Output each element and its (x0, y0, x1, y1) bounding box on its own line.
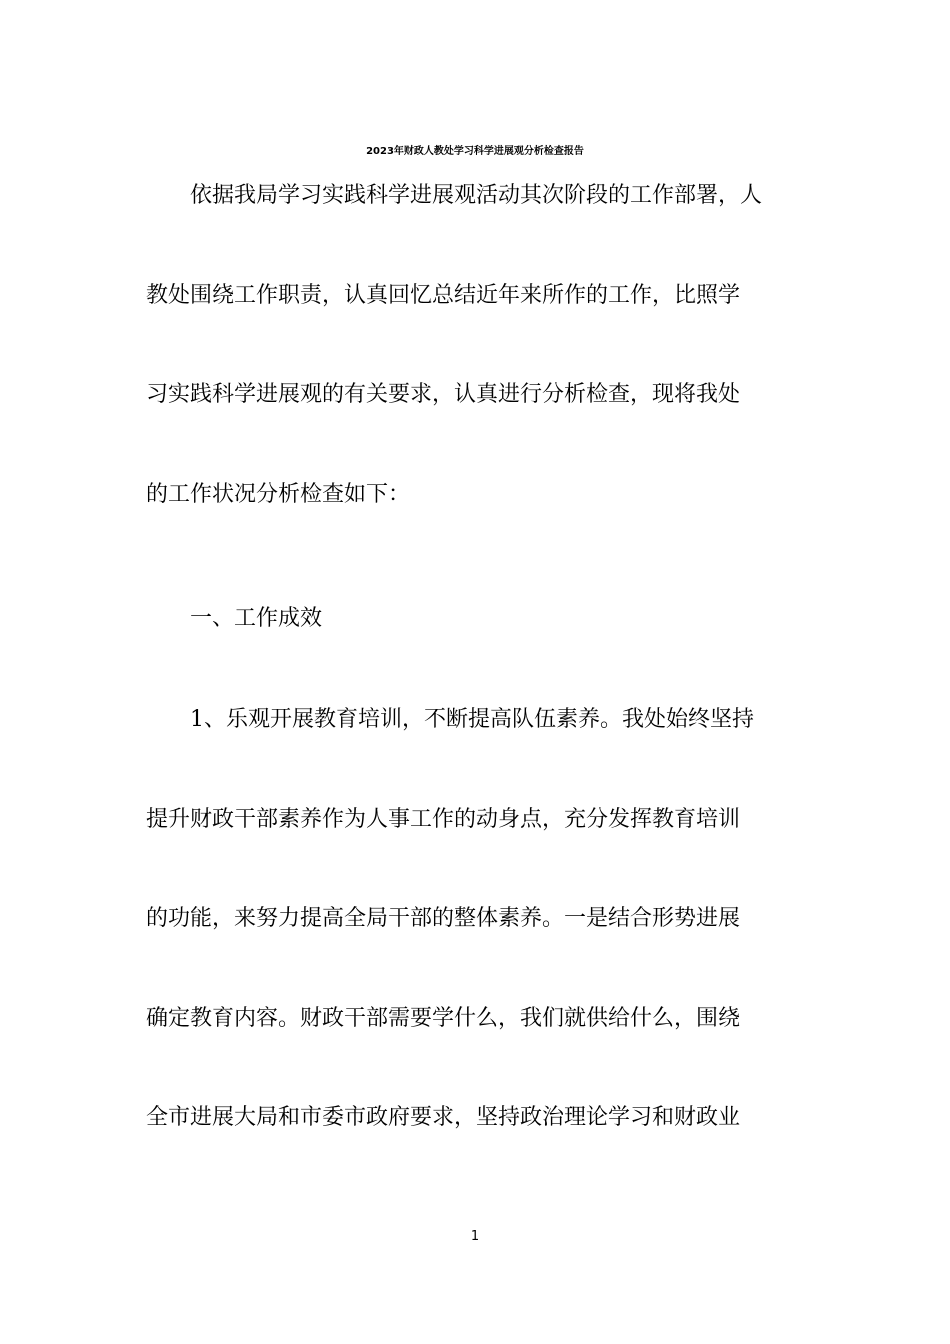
paragraph-line-7: 的功能，来努力提高全局干部的整体素养。一是结合形势进展 (146, 906, 741, 931)
paragraph-line-4: 的工作状况分析检查如下： (146, 482, 411, 507)
paragraph-line-2: 教处围绕工作职责，认真回忆总结近年来所作的工作，比照学 (146, 283, 741, 308)
paragraph-line-3: 习实践科学进展观的有关要求，认真进行分析检查，现将我处 (146, 382, 741, 407)
paragraph-line-9: 全市进展大局和市委市政府要求，坚持政治理论学习和财政业 (146, 1105, 741, 1130)
paragraph-line-6: 提升财政干部素养作为人事工作的动身点，充分发挥教育培训 (146, 807, 741, 832)
document-title: 2023年财政人教处学习科学进展观分析检查报告 (366, 146, 584, 157)
paragraph-line-8: 确定教育内容。财政干部需要学什么，我们就供给什么，围绕 (146, 1006, 741, 1031)
paragraph-line-1: 依据我局学习实践科学进展观活动其次阶段的工作部署，人 (190, 183, 763, 208)
paragraph-line-5: 1、乐观开展教育培训，不断提高队伍素养。我处始终坚持 (190, 707, 754, 732)
section-heading: 一、工作成效 (190, 606, 323, 631)
page-number: 1 (470, 1229, 480, 1244)
